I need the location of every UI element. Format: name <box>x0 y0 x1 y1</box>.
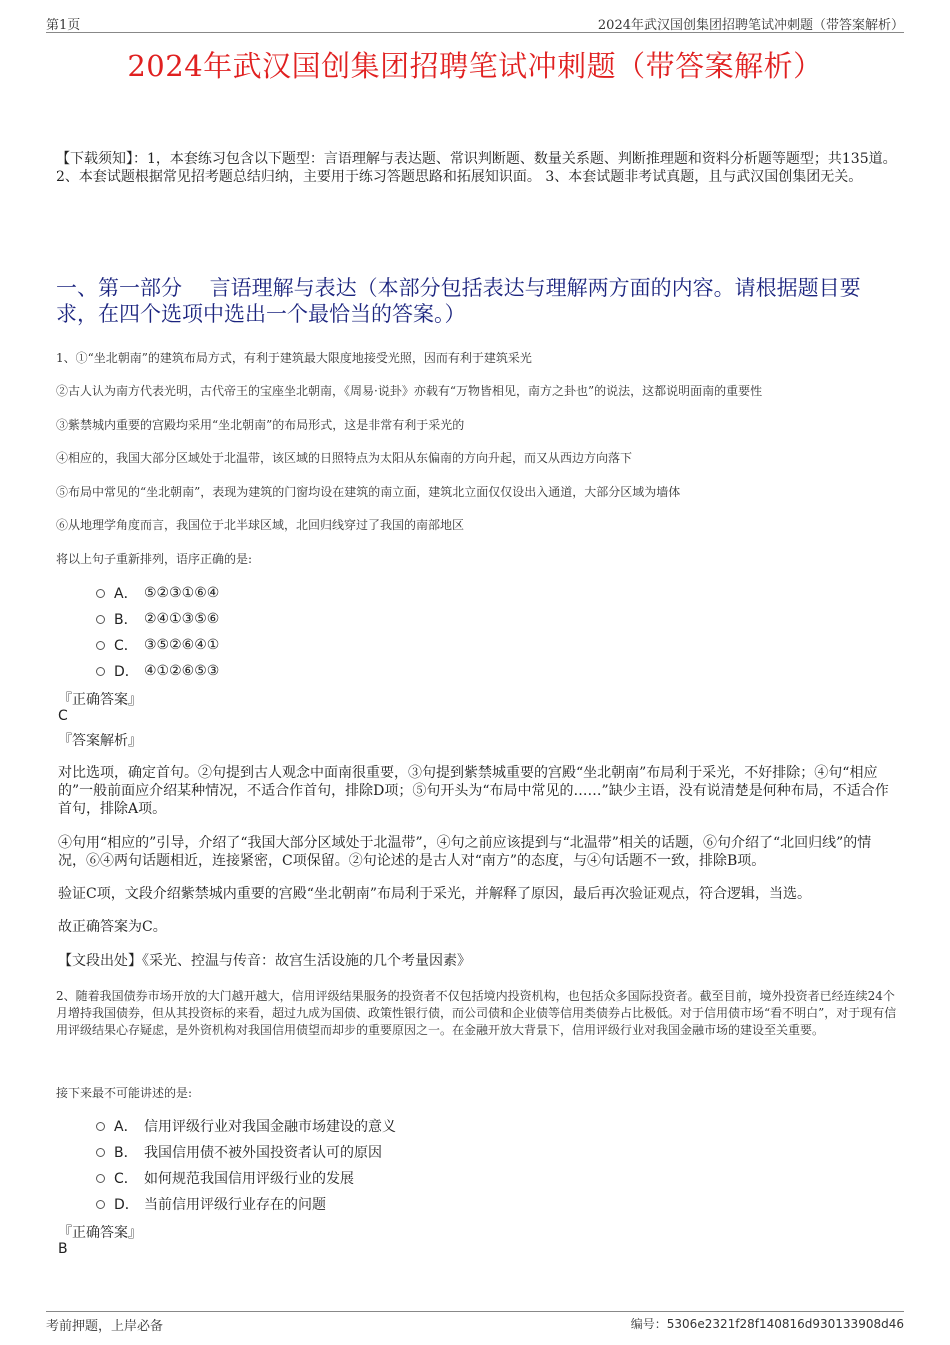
page-header <box>46 14 904 33</box>
radio-icon[interactable] <box>96 1174 105 1183</box>
q1-option-a[interactable]: A． ⑤②③①⑥④ <box>96 580 219 606</box>
q2-stem: 2、随着我国债券市场开放的大门越开越大，信用评级结果服务的投资者不仅包括境内投资机构，也包括众多国际投资者。截至目前，境外投资者已经连续24个月增持我国债券，但从其投资标的来看，超过九成为国债、政策性银行债，而公司债和企业债等信用类债券占比极低。对于信用债市场“看不明白”，对于现有信用评级结果心存疑虑，是外资机构对我国信用债望而却步的重要原因之一。在金融开放大背景下，信用评级行业对我国金融市场的建设至关重要。 <box>56 989 897 1037</box>
q1-prompt: 将以上句子重新排列，语序正确的是: <box>56 552 253 566</box>
q1-sentence-6: ⑥从地理学角度而言，我国位于北半球区域，北回归线穿过了我国的南部地区 <box>56 518 465 532</box>
q1-sentence-5: ⑤布局中常见的“坐北朝南”，表现为建筑的门窗均设在建筑的南立面，建筑北立面仅仅设出入通道，大部分区域为墙体 <box>56 485 681 499</box>
radio-icon[interactable] <box>96 641 105 650</box>
q1-sentence-3: ③紫禁城内重要的宫殿均采用“坐北朝南”的布局形式，这是非常有利于采光的 <box>56 418 465 432</box>
q2-option-c[interactable]: C． 如何规范我国信用评级行业的发展 <box>96 1165 396 1191</box>
download-notice: 【下载须知】：1，本套练习包含以下题型：言语理解与表达题、常识判断题、数量关系题、判断推理题和资料分析题等题型；共135道。 2、本套试题根据常见招考题总结归纳，主要用于练习答题思路和拓展知识面。 3、本套试题非考试真题，且与武汉国创集团无关。 <box>56 151 897 185</box>
q1-answer-label: 『正确答案』 <box>58 692 142 708</box>
q1-analysis-label: 『答案解析』 <box>58 733 142 749</box>
radio-icon[interactable] <box>96 667 105 676</box>
q1-sentence-1: 1、①“坐北朝南”的建筑布局方式，有利于建筑最大限度地接受光照，因而有利于建筑采光 <box>56 351 532 365</box>
q2-answer-label: 『正确答案』 <box>58 1225 142 1241</box>
q1-source: 【文段出处】《采光、控温与传音：故宫生活设施的几个考量因素》 <box>58 953 471 969</box>
radio-icon[interactable] <box>96 589 105 598</box>
footer-slogan: 考前押题，上岸必备 <box>46 1319 164 1334</box>
q2-answer: B <box>58 1241 68 1257</box>
q2-options <box>96 1113 396 1217</box>
radio-icon[interactable] <box>96 1148 105 1157</box>
page-number: 第1页 <box>46 18 81 33</box>
radio-icon[interactable] <box>96 1200 105 1209</box>
q1-option-c[interactable]: C． ③⑤②⑥④① <box>96 632 219 658</box>
q1-analysis-2: ④句用“相应的”引导，介绍了“我国大部分区域处于北温带”，④句之前应该提到与“北温带”相关的话题，⑥句介绍了“北回归线”的情况，⑥④两句话题相近，连接紧密，C项保留。②句论述的是古人对“南方”的态度，与④句话题不一致，排除B项。 <box>58 835 872 869</box>
q1-analysis-4: 故正确答案为C。 <box>58 919 167 935</box>
page-footer <box>46 1311 904 1332</box>
q1-answer: C <box>58 708 68 724</box>
q1-analysis-3: 验证C项，文段介绍紫禁城内重要的宫殿“坐北朝南”布局利于采光，并解释了原因，最后再次验证观点，符合逻辑，当选。 <box>58 886 812 902</box>
q1-sentence-4: ④相应的，我国大部分区域处于北温带，该区域的日照特点为太阳从东偏南的方向升起，而又从西边方向落下 <box>56 451 633 465</box>
q1-sentence-2: ②古人认为南方代表光明，古代帝王的宝座坐北朝南，《周易·说卦》亦载有“万物皆相见，南方之卦也”的说法，这都说明面南的重要性 <box>56 384 763 398</box>
q1-option-b[interactable]: B． ②④①③⑤⑥ <box>96 606 219 632</box>
page-title: 2024年武汉国创集团招聘笔试冲刺题（带答案解析） <box>127 49 823 83</box>
section-title: 一、第一部分 言语理解与表达（本部分包括表达与理解两方面的内容。请根据题目要求，在四个选项中选出一个最恰当的答案。） <box>56 276 861 326</box>
q1-options <box>96 580 219 684</box>
footer-doc-id: 编号：5306e2321f28f140816d930133908d46 <box>630 1317 904 1331</box>
q2-option-b[interactable]: B． 我国信用债不被外国投资者认可的原因 <box>96 1139 396 1165</box>
radio-icon[interactable] <box>96 1122 105 1131</box>
radio-icon[interactable] <box>96 615 105 624</box>
q2-option-d[interactable]: D． 当前信用评级行业存在的问题 <box>96 1191 396 1217</box>
q1-analysis-1: 对比选项，确定首句。②句提到古人观念中面南很重要，③句提到紫禁城重要的宫殿“坐北朝南”布局利于采光，不好排除；④句“相应的”一般前面应介绍某种情况，不适合作首句，排除D项；⑤句开头为“布局中常见的……”缺少主语，没有说清楚是何种布局，不适合作首句，排除A项。 <box>58 765 889 817</box>
q1-option-d[interactable]: D． ④①②⑥⑤③ <box>96 658 219 684</box>
header-doc-title: 2024年武汉国创集团招聘笔试冲刺题（带答案解析） <box>597 18 904 33</box>
q2-prompt: 接下来最不可能讲述的是: <box>56 1086 193 1100</box>
q2-option-a[interactable]: A． 信用评级行业对我国金融市场建设的意义 <box>96 1113 396 1139</box>
